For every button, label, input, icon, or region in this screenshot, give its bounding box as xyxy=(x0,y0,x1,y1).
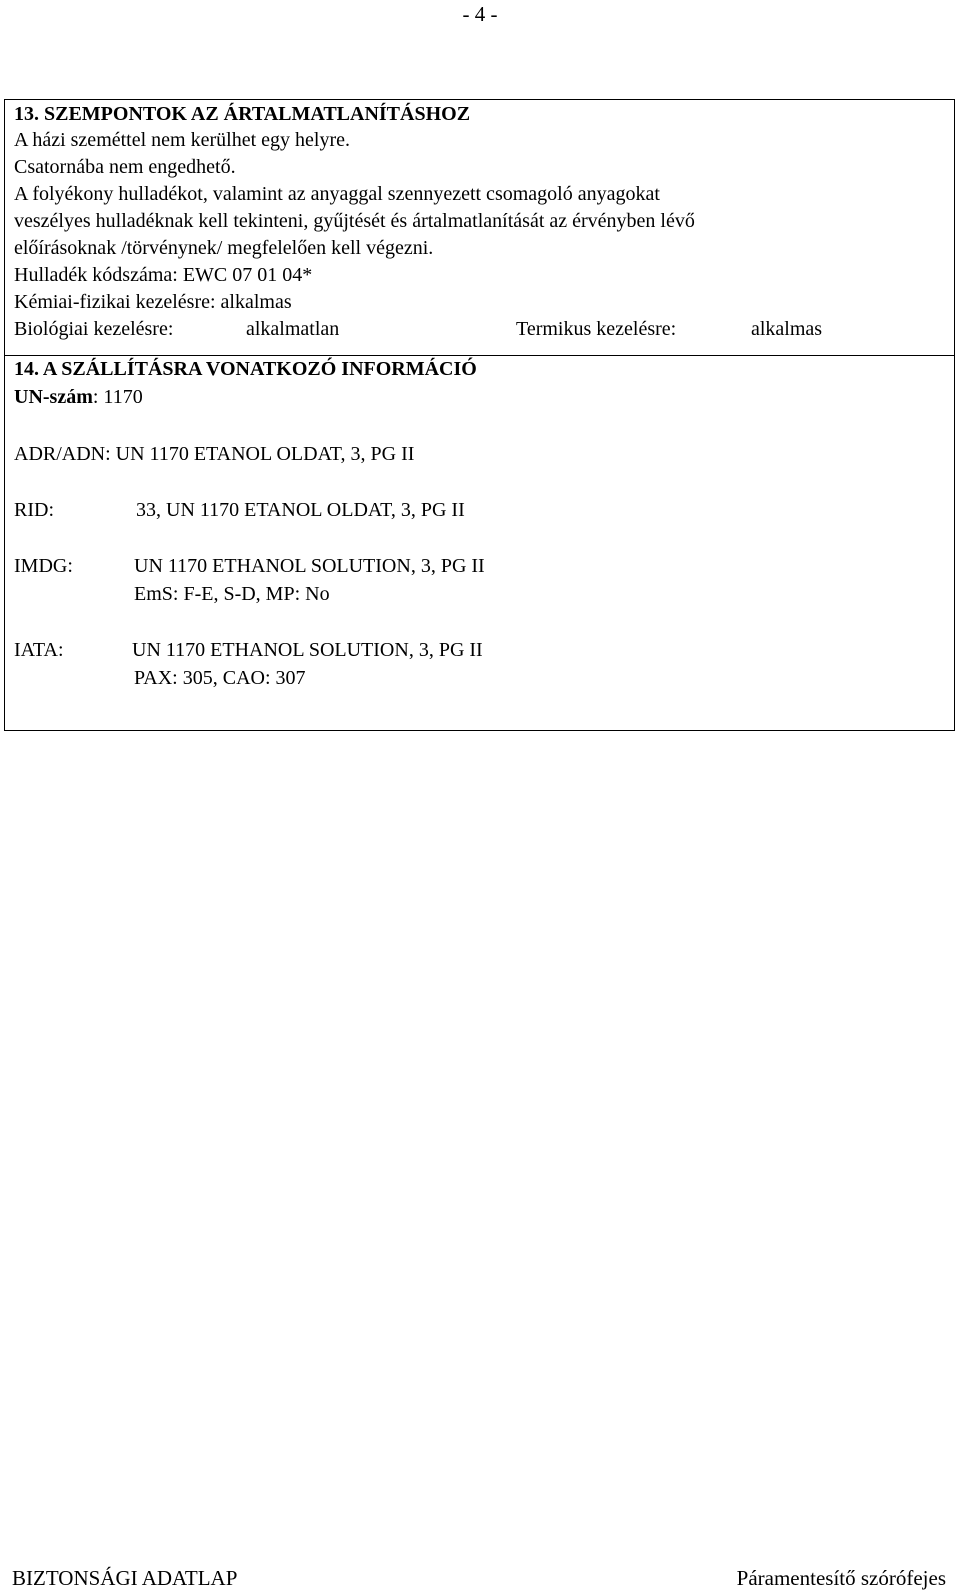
iata-label: IATA: xyxy=(14,639,64,661)
section-13-line: A folyékony hulladékot, valamint az anyaggal szennyezett csomagoló anyagokat xyxy=(14,183,660,205)
iata-value: UN 1170 ETHANOL SOLUTION, 3, PG II xyxy=(132,639,483,661)
un-number-value: : 1170 xyxy=(92,386,143,408)
imdg-ems-value: EmS: F-E, S-D, MP: No xyxy=(134,583,330,605)
rid-value: 33, UN 1170 ETANOL OLDAT, 3, PG II xyxy=(136,499,465,521)
section-14-heading: 14. A SZÁLLÍTÁSRA VONATKOZÓ INFORMÁCIÓ xyxy=(14,358,477,380)
section-14-box xyxy=(4,355,955,731)
section-13-heading: 13. SZEMPONTOK AZ ÁRTALMATLANÍTÁSHOZ xyxy=(14,103,471,125)
thermal-treatment-value: alkalmas xyxy=(751,318,823,340)
section-13-line: előírásoknak /törvénynek/ megfelelően kell végezni. xyxy=(14,237,434,259)
bio-treatment-value: alkalmatlan xyxy=(246,318,340,340)
section-13-line: Csatornába nem engedhető. xyxy=(14,156,236,178)
iata-pax-value: PAX: 305, CAO: 307 xyxy=(134,667,306,689)
un-number-label: UN-szám xyxy=(14,386,93,408)
imdg-value: UN 1170 ETHANOL SOLUTION, 3, PG II xyxy=(134,555,485,577)
footer-left: BIZTONSÁGI ADATLAP xyxy=(12,1566,238,1590)
footer-right: Páramentesítő szórófejes xyxy=(736,1566,946,1590)
page-number: - 4 - xyxy=(462,2,498,26)
section-13-box xyxy=(4,99,955,356)
waste-code-line: Hulladék kódszáma: EWC 07 01 04* xyxy=(14,264,313,286)
adr-line: ADR/ADN: UN 1170 ETANOL OLDAT, 3, PG II xyxy=(14,443,415,465)
thermal-treatment-label: Termikus kezelésre: xyxy=(516,318,677,340)
section-13-line: veszélyes hulladéknak kell tekinteni, gyűjtését és ártalmatlanítását az érvényben lévő xyxy=(14,210,695,232)
imdg-label: IMDG: xyxy=(14,555,73,577)
rid-label: RID: xyxy=(14,499,54,521)
chemical-treatment-line: Kémiai-fizikai kezelésre: alkalmas xyxy=(14,291,292,313)
bio-treatment-label: Biológiai kezelésre: xyxy=(14,318,174,340)
un-number-line xyxy=(14,383,143,411)
section-13-line: A házi szeméttel nem kerülhet egy helyre. xyxy=(14,129,350,151)
